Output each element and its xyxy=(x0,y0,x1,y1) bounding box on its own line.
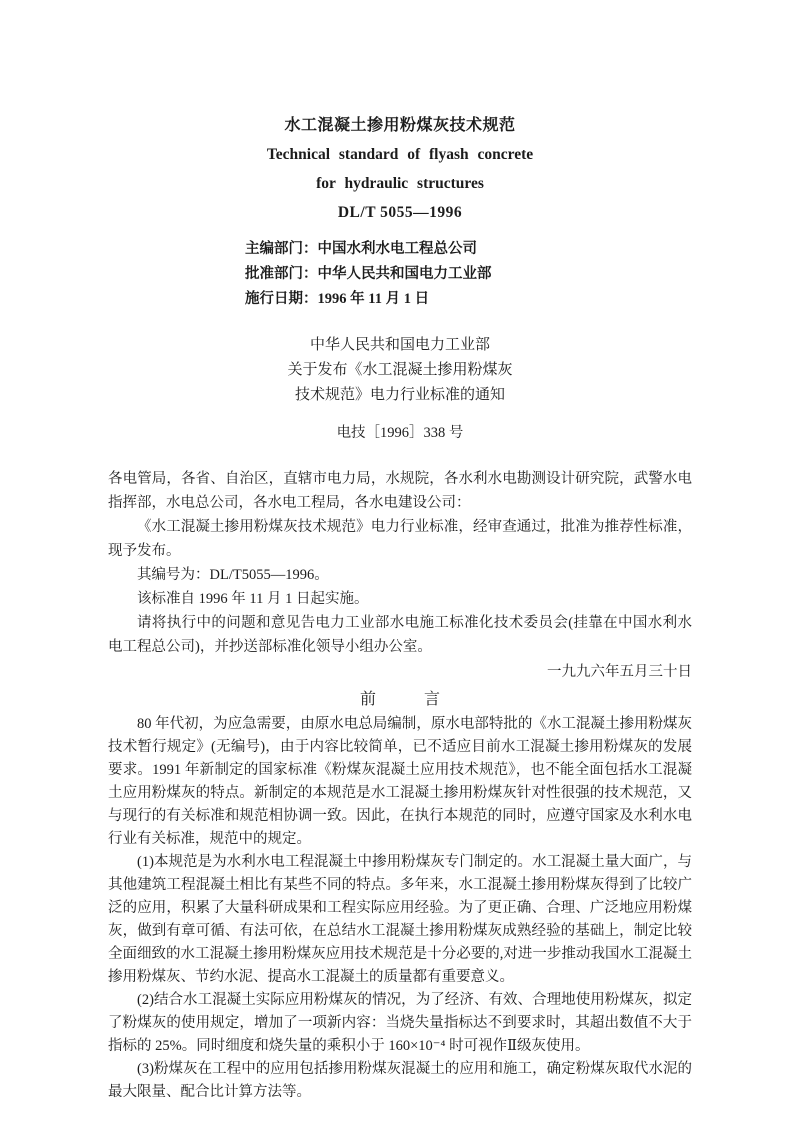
info-block xyxy=(245,237,692,312)
notice-paragraph-implementation: 该标准自 1996 年 11 月 1 日起实施。 xyxy=(137,591,369,607)
foreword-paragraph-1: (1)本规范是为水利水电工程混凝土中掺用粉煤灰专门制定的。水工混凝土量大面广，与其他建筑工程混凝土相比有某些不同的特点。多年来，水工混凝土掺用粉煤灰得到了比较广泛的应用，积累了大量科研成果和工程实际应用经验。为了更正确、合理、广泛地应用粉煤灰，做到有章可循、有法可依，在总结水工混凝土掺用粉煤灰成熟经验的基础上，制定比较全面细致的水工混凝土掺用粉煤灰应用技术规范是十分必要的,对进一步推动我国水工混凝土掺用粉煤灰、节约水泥、提高水工混凝土的质量都有重要意义。 xyxy=(108,854,692,985)
foreword-paragraph-2: (2)结合水工混凝土实际应用粉煤灰的情况，为了经济、有效、合理地使用粉煤灰，拟定了粉煤灰的使用规定，增加了一项新内容：当烧失量指标达不到要求时，其超出数值不大于指标的 25%。同时细度和烧失量的乘积小于 160×10⁻⁴ 时可视作Ⅱ级灰使用。 xyxy=(108,992,692,1054)
notice-heading-line1: 中华人民共和国电力工业部 xyxy=(309,337,490,353)
notice-paragraph-number: 其编号为：DL/T5055—1996。 xyxy=(137,567,329,583)
implementation-date-line: 施行日期：1996 年 11 月 1 日 xyxy=(245,291,430,307)
foreword-heading: 前 言 xyxy=(359,691,440,708)
standard-number: DL/T 5055—1996 xyxy=(337,204,463,221)
foreword-body xyxy=(108,713,692,1104)
notice-paragraph-feedback: 请将执行中的问题和意见告电力工业部水电施工标准化技术委员会(挂靠在中国水利水电工程总公司)，并抄送部标准化领导小组办公室。 xyxy=(108,615,692,655)
notice-addressee-paragraph: 各电管局，各省、自治区，直辖市电力局，水规院，各水利水电勘测设计研究院，武警水电指挥部，水电总公司，各水电工程局，各水电建设公司： xyxy=(108,471,692,511)
standard-title-block xyxy=(108,112,692,227)
page-content xyxy=(108,112,692,1104)
notice-body xyxy=(108,467,692,659)
chief-editor-department-line: 主编部门：中国水利水电工程总公司 xyxy=(245,241,477,257)
standard-title-en-line2: for hydraulic structures xyxy=(316,175,484,192)
notice-heading-line3: 技术规范》电力行业标准的通知 xyxy=(294,387,505,403)
standard-title-en-line1: Technical standard of flyash concrete xyxy=(266,146,534,163)
approval-department-line: 批准部门：中华人民共和国电力工业部 xyxy=(245,266,492,282)
notice-doc-number: 电技［1996］338 号 xyxy=(336,425,464,441)
standard-title-zh: 水工混凝土掺用粉煤灰技术规范 xyxy=(284,117,516,134)
notice-date: 一九九六年五月三十日 xyxy=(547,664,692,680)
notice-paragraph-approval: 《水工混凝土掺用粉煤灰技术规范》电力行业标准，经审查通过，批准为推荐性标准，现予发布。 xyxy=(108,519,692,559)
foreword-paragraph-3: (3)粉煤灰在工程中的应用包括掺用粉煤灰混凝土的应用和施工，确定粉煤灰取代水泥的最大限量、配合比计算方法等。 xyxy=(108,1061,692,1100)
notice-heading-line2: 关于发布《水工混凝土掺用粉煤灰 xyxy=(287,362,513,378)
foreword-paragraph-background: 80 年代初，为应急需要，由原水电总局编制，原水电部特批的《水工混凝土掺用粉煤灰技术暂行规定》(无编号)，由于内容比较简单，已不适应目前水工混凝土掺用粉煤灰的发展要求。1991 年新制定的国家标准《粉煤灰混凝土应用技术规范》，也不能全面包括水工混凝土应用粉煤灰的特点。新制定的本规范是水工混凝土掺用粉煤灰针对性很强的技术规范，又与现行的有关标准和规范相协调一致。因此，在执行本规范的同时，应遵守国家及水利水电行业有关标准，规范中的规定。 xyxy=(108,716,692,847)
notice-heading xyxy=(108,333,692,408)
